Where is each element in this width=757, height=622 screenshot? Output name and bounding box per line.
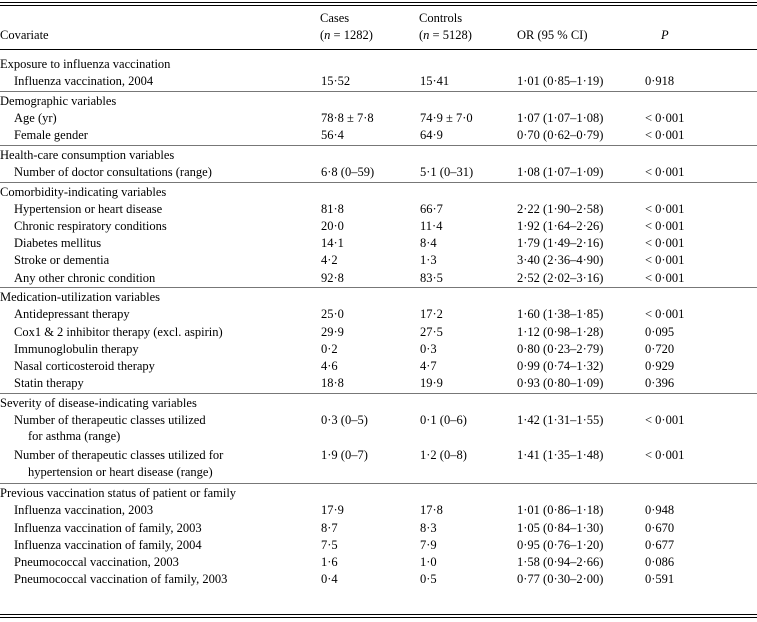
covariate-cell-continued: hypertension or heart disease (range) bbox=[28, 464, 213, 479]
header-row-2 bbox=[0, 27, 757, 43]
controls-cell: 27·5 bbox=[420, 324, 443, 339]
covariate-cell: Pneumococcal vaccination, 2003 bbox=[14, 555, 179, 569]
p-cell: < 0·001 bbox=[645, 128, 685, 143]
controls-cell: 74·9 ± 7·0 bbox=[420, 111, 473, 125]
covariate-cell: Hypertension or heart disease bbox=[14, 201, 163, 216]
section-divider bbox=[0, 287, 757, 288]
covariate-cell: Chronic respiratory conditions bbox=[14, 219, 167, 233]
or-cell: 1·01 (0·86–1·18) bbox=[517, 503, 604, 518]
covariate-cell: Influenza vaccination, 2003 bbox=[14, 503, 154, 518]
controls-cell: 17·2 bbox=[420, 307, 443, 322]
p-cell: < 0·001 bbox=[645, 219, 685, 233]
p-cell: 0·948 bbox=[645, 503, 675, 518]
section-heading: Comorbidity-indicating variables bbox=[0, 184, 167, 199]
cases-n: (n = 1282) bbox=[320, 28, 373, 42]
covariate-cell: Influenza vaccination of family, 2004 bbox=[14, 537, 202, 552]
table-row bbox=[0, 358, 757, 374]
controls-n: (n = 5128) bbox=[419, 28, 472, 42]
or-cell: 1·79 (1·49–2·16) bbox=[517, 236, 604, 251]
covariate-cell: Diabetes mellitus bbox=[14, 236, 102, 251]
controls-cell: 17·8 bbox=[420, 503, 443, 518]
table-row bbox=[0, 571, 757, 587]
section-heading: Medication-utilization variables bbox=[0, 290, 161, 305]
or-cell: 2·22 (1·90–2·58) bbox=[517, 201, 604, 216]
cases-cell: 25·0 bbox=[321, 307, 344, 322]
table-row bbox=[0, 554, 757, 570]
cases-cell: 20·0 bbox=[321, 219, 344, 233]
or-cell: 1·12 (0·98–1·28) bbox=[517, 324, 604, 339]
table-row bbox=[0, 341, 757, 357]
controls-cell: 7·9 bbox=[420, 537, 437, 552]
section-divider bbox=[0, 145, 757, 146]
top-rule-2 bbox=[0, 5, 757, 6]
cases-cell: 7·5 bbox=[321, 537, 338, 552]
p-cell: < 0·001 bbox=[645, 253, 685, 268]
cases-cell: 4·2 bbox=[321, 253, 338, 268]
table-row bbox=[0, 270, 757, 286]
p-cell: < 0·001 bbox=[645, 165, 685, 179]
p-cell: 0·670 bbox=[645, 520, 675, 535]
or-cell: 0·99 (0·74–1·32) bbox=[517, 359, 604, 373]
covariate-cell: Any other chronic condition bbox=[14, 270, 156, 285]
controls-cell: 1·0 bbox=[420, 555, 437, 569]
section-heading: Severity of disease-indicating variables bbox=[0, 395, 197, 410]
section-divider bbox=[0, 182, 757, 183]
section-heading-row bbox=[0, 289, 757, 305]
controls-header: Controls bbox=[419, 11, 463, 25]
p-cell: < 0·001 bbox=[645, 270, 685, 285]
controls-cell: 66·7 bbox=[420, 201, 443, 216]
or-cell: 1·08 (1·07–1·09) bbox=[517, 165, 604, 179]
table-row bbox=[0, 252, 757, 268]
covariate-cell: Pneumococcal vaccination of family, 2003 bbox=[14, 572, 228, 587]
cases-cell: 15·52 bbox=[321, 74, 351, 89]
p-cell: < 0·001 bbox=[645, 307, 685, 322]
cases-cell: 56·4 bbox=[321, 128, 344, 143]
cases-cell: 1·6 bbox=[321, 555, 338, 569]
p-cell: 0·929 bbox=[645, 359, 675, 373]
controls-cell: 0·3 bbox=[420, 341, 437, 356]
section-heading-row bbox=[0, 93, 757, 109]
covariate-cell: Immunoglobulin therapy bbox=[14, 341, 139, 356]
table-row bbox=[0, 201, 757, 217]
cases-cell: 0·4 bbox=[321, 572, 338, 587]
or-cell: 1·60 (1·38–1·85) bbox=[517, 307, 604, 322]
cases-cell: 17·9 bbox=[321, 503, 344, 518]
table-row bbox=[0, 375, 757, 391]
table-row bbox=[0, 537, 757, 553]
or-cell: 0·93 (0·80–1·09) bbox=[517, 376, 604, 391]
section-divider bbox=[0, 91, 757, 92]
covariate-cell: Statin therapy bbox=[14, 376, 84, 391]
cases-header: Cases bbox=[320, 11, 350, 25]
controls-cell: 1·2 (0–8) bbox=[420, 448, 467, 463]
controls-cell: 4·7 bbox=[420, 359, 437, 373]
cases-cell: 92·8 bbox=[321, 270, 344, 285]
cases-cell: 29·9 bbox=[321, 324, 344, 339]
or-cell: 1·07 (1·07–1·08) bbox=[517, 111, 604, 125]
or-cell: 1·58 (0·94–2·66) bbox=[517, 555, 604, 569]
p-header: P bbox=[661, 28, 669, 42]
covariate-cell: Influenza vaccination, 2004 bbox=[14, 74, 154, 89]
or-header: OR (95 % CI) bbox=[517, 28, 588, 42]
header-row-1 bbox=[0, 10, 757, 26]
table-row bbox=[0, 412, 757, 428]
p-cell: 0·591 bbox=[645, 572, 675, 587]
cases-cell: 78·8 ± 7·8 bbox=[321, 111, 374, 125]
table-row bbox=[0, 73, 757, 89]
table-row bbox=[0, 447, 757, 463]
cases-cell: 4·6 bbox=[321, 359, 338, 373]
section-heading: Previous vaccination status of patient or family bbox=[0, 486, 237, 501]
cases-cell: 18·8 bbox=[321, 376, 344, 391]
p-cell: 0·918 bbox=[645, 74, 675, 89]
p-cell: 0·396 bbox=[645, 376, 675, 391]
section-heading-row bbox=[0, 147, 757, 163]
or-cell: 1·05 (0·84–1·30) bbox=[517, 520, 604, 535]
covariate-cell: Number of doctor consultations (range) bbox=[14, 165, 212, 179]
p-cell: < 0·001 bbox=[645, 111, 685, 125]
controls-cell: 0·5 bbox=[420, 572, 437, 587]
table-row bbox=[0, 110, 757, 126]
cases-cell: 6·8 (0–59) bbox=[321, 165, 375, 179]
covariate-cell: Age (yr) bbox=[14, 111, 57, 125]
p-cell: < 0·001 bbox=[645, 236, 685, 251]
table-row bbox=[0, 127, 757, 143]
section-heading: Demographic variables bbox=[0, 93, 117, 108]
or-cell: 0·77 (0·30–2·00) bbox=[517, 572, 604, 587]
covariate-cell: Female gender bbox=[14, 128, 88, 143]
controls-cell: 83·5 bbox=[420, 270, 443, 285]
or-cell: 1·42 (1·31–1·55) bbox=[517, 413, 604, 427]
controls-cell: 8·3 bbox=[420, 520, 437, 535]
or-cell: 0·80 (0·23–2·79) bbox=[517, 341, 604, 356]
controls-cell: 8·4 bbox=[420, 236, 437, 251]
cases-cell: 8·7 bbox=[321, 520, 338, 535]
controls-cell: 15·41 bbox=[420, 74, 450, 89]
p-cell: 0·720 bbox=[645, 341, 675, 356]
cases-cell: 14·1 bbox=[321, 236, 344, 251]
covariate-cell: Nasal corticosteroid therapy bbox=[14, 359, 155, 373]
table-row bbox=[0, 164, 757, 180]
table-row-continuation bbox=[0, 464, 757, 480]
section-heading-row bbox=[0, 395, 757, 411]
table-row bbox=[0, 306, 757, 322]
section-heading-row bbox=[0, 56, 757, 72]
or-cell: 1·41 (1·35–1·48) bbox=[517, 448, 604, 463]
controls-cell: 64·9 bbox=[420, 128, 443, 143]
section-divider bbox=[0, 483, 757, 484]
top-rule bbox=[0, 2, 757, 3]
section-divider bbox=[0, 393, 757, 394]
covariate-cell: Number of therapeutic classes utilized for bbox=[14, 448, 224, 463]
header-rule bbox=[0, 49, 757, 50]
controls-cell: 19·9 bbox=[420, 376, 443, 391]
cases-cell: 81·8 bbox=[321, 201, 344, 216]
controls-cell: 0·1 (0–6) bbox=[420, 413, 467, 427]
section-heading: Exposure to influenza vaccination bbox=[0, 57, 171, 71]
p-cell: < 0·001 bbox=[645, 201, 685, 216]
table-row bbox=[0, 520, 757, 536]
covariate-cell: Number of therapeutic classes utilized bbox=[14, 413, 206, 427]
covariate-cell: Stroke or dementia bbox=[14, 253, 110, 268]
covariate-cell: Cox1 & 2 inhibitor therapy (excl. aspirin) bbox=[14, 324, 223, 339]
section-heading: Health-care consumption variables bbox=[0, 147, 175, 162]
bottom-rule-2 bbox=[0, 617, 757, 618]
or-cell: 1·01 (0·85–1·19) bbox=[517, 74, 604, 89]
table-row-continuation bbox=[0, 428, 757, 444]
or-cell: 0·70 (0·62–0·79) bbox=[517, 128, 604, 143]
p-cell: 0·095 bbox=[645, 324, 675, 339]
cases-cell: 0·2 bbox=[321, 341, 338, 356]
cases-cell: 0·3 (0–5) bbox=[321, 413, 368, 427]
table-row bbox=[0, 324, 757, 340]
table-row bbox=[0, 235, 757, 251]
section-heading-row bbox=[0, 184, 757, 200]
table-row bbox=[0, 218, 757, 234]
or-cell: 2·52 (2·02–3·16) bbox=[517, 270, 604, 285]
controls-cell: 11·4 bbox=[420, 219, 443, 233]
controls-cell: 1·3 bbox=[420, 253, 437, 268]
p-cell: < 0·001 bbox=[645, 413, 685, 427]
covariate-cell: Antidepressant therapy bbox=[14, 307, 130, 322]
covariate-header: Covariate bbox=[0, 28, 49, 42]
p-cell: 0·086 bbox=[645, 555, 675, 569]
controls-cell: 5·1 (0–31) bbox=[420, 165, 474, 179]
covariate-cell-continued: for asthma (range) bbox=[28, 429, 121, 444]
p-cell: 0·677 bbox=[645, 537, 675, 552]
table-row bbox=[0, 502, 757, 518]
section-heading-row bbox=[0, 485, 757, 501]
bottom-rule bbox=[0, 614, 757, 615]
cases-cell: 1·9 (0–7) bbox=[321, 448, 368, 463]
or-cell: 3·40 (2·36–4·90) bbox=[517, 253, 604, 268]
covariate-cell: Influenza vaccination of family, 2003 bbox=[14, 520, 202, 535]
or-cell: 0·95 (0·76–1·20) bbox=[517, 537, 604, 552]
p-cell: < 0·001 bbox=[645, 448, 685, 463]
or-cell: 1·92 (1·64–2·26) bbox=[517, 219, 604, 233]
